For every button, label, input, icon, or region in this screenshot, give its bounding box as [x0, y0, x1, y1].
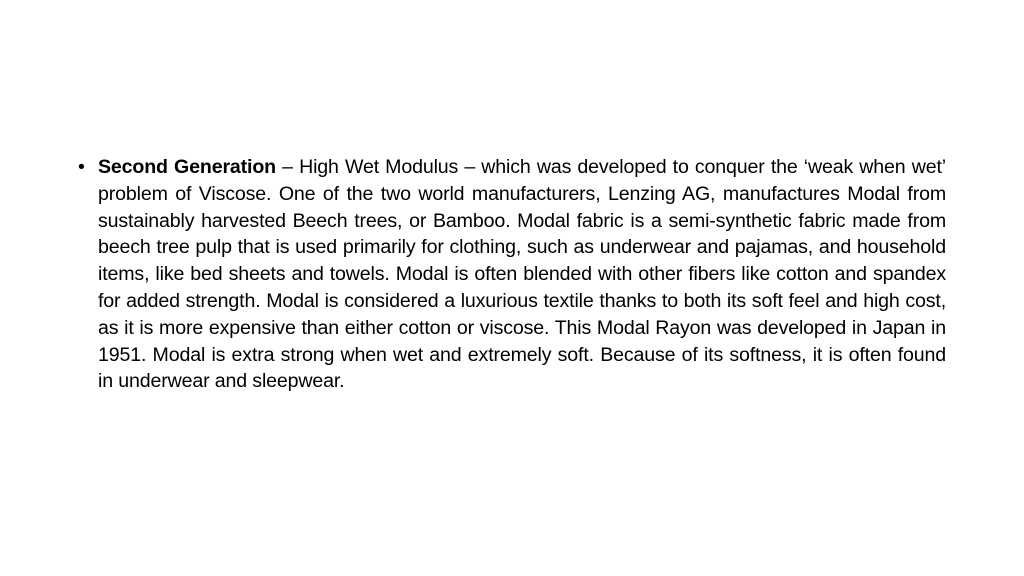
bullet-item [74, 154, 946, 395]
slide-content [74, 154, 946, 395]
bullet-text: – High Wet Modulus – which was developed to conquer the ‘weak when wet’ problem of Viscose. One of the two world manufacturers, Lenzing AG, manufactures Modal from sustainably harvested Beech trees, or Bamboo. Modal fabric is a semi-synthetic fabric made from beech tree pulp that is used primarily for clothing, such as underwear and pajamas, and household items, like bed sheets and towels. Modal is often blended with other fibers like cotton and spandex for added strength. Modal is considered a luxurious textile thanks to both its soft feel and high cost, as it is more expensive than either cotton or viscose. This Modal Rayon was developed in Japan in 1951. Modal is extra strong when wet and extremely soft. Because of its softness, it is often found in underwear and sleepwear. [98, 156, 946, 393]
bullet-term: Second Generation [98, 156, 276, 178]
bullet-icon: • [78, 156, 85, 178]
